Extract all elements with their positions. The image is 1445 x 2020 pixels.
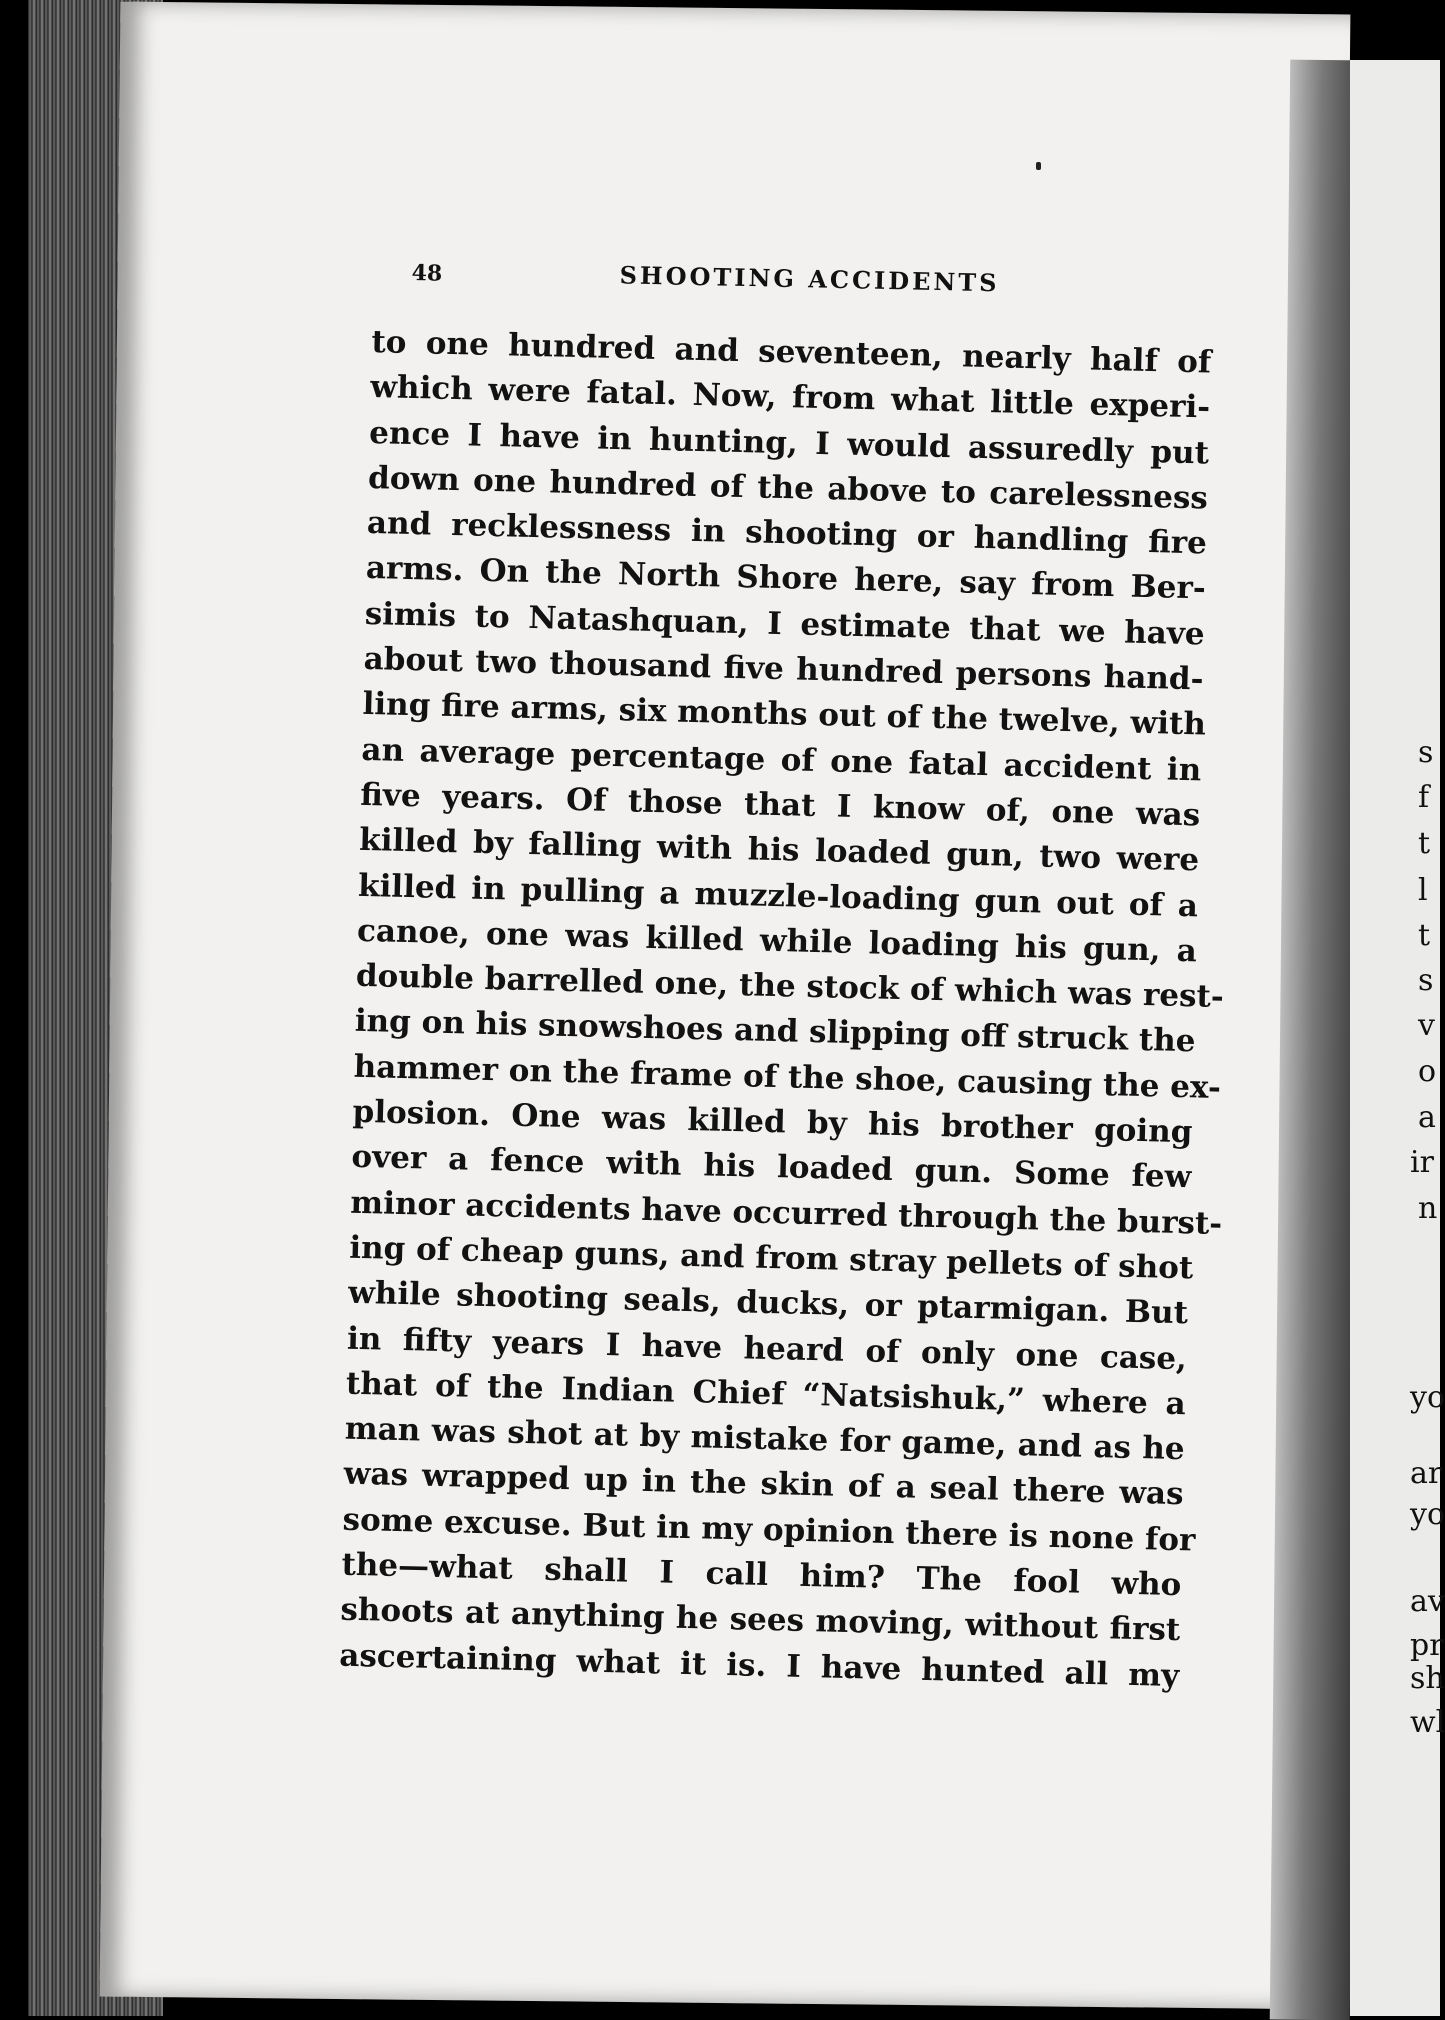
next-page-fragment: ir <box>1410 1145 1434 1180</box>
text-line: minor accidents have occurred through the burst- <box>349 1184 1223 1242</box>
text-line: which were fatal. Now, from what little experi- <box>369 369 1211 426</box>
text-line: down one hundred of the above to carelessness <box>367 459 1209 517</box>
next-page-fragment: o <box>1418 1054 1437 1089</box>
next-page-fragment: wl <box>1410 1705 1445 1740</box>
text-line: some excuse. But in my opinion there is none for <box>342 1501 1196 1559</box>
text-line: about two thousand five hundred persons hand- <box>363 640 1204 698</box>
text-line: ing on his snowshoes and slipping off struck the <box>354 1003 1196 1060</box>
text-line: double barrelled one, the stock of which was rest- <box>355 957 1225 1016</box>
next-page-fragment: pr <box>1410 1628 1444 1663</box>
next-page-fragment: ar <box>1410 1456 1443 1491</box>
text-line: canoe, one was killed while loading his gun, a <box>356 912 1198 970</box>
text-line: plosion. One was killed by his brother going <box>352 1093 1193 1151</box>
text-line: man was shot at by mistake for game, and as he <box>344 1410 1186 1468</box>
text-line: five years. Of those that I know of, one was <box>359 776 1201 834</box>
next-page-fragment: yo <box>1410 1497 1445 1532</box>
text-line: shoots at anything he sees moving, without first <box>340 1591 1181 1649</box>
body-text <box>338 320 1225 1699</box>
next-page-fragment: av <box>1410 1584 1445 1619</box>
ink-speck <box>1036 162 1041 170</box>
text-line: that of the Indian Chief “Natsishuk,” where a <box>345 1365 1187 1423</box>
next-page-fragment: l <box>1418 873 1428 908</box>
running-head: SHOOTING ACCIDENTS <box>619 260 1000 298</box>
next-page-fragment: t <box>1418 826 1431 861</box>
next-page-fragment: s <box>1418 735 1434 770</box>
text-line: in fifty years I have heard of only one case, <box>346 1320 1188 1377</box>
next-page-fragment: f <box>1418 780 1430 815</box>
text-line: killed by falling with his loaded gun, two were <box>358 822 1200 879</box>
text-line: killed in pulling a muzzle-loading gun out of a <box>357 867 1199 924</box>
next-page-fragment: s <box>1418 963 1434 998</box>
text-line: ence I have in hunting, I would assuredly put <box>368 414 1210 472</box>
text-line: and recklessness in shooting or handling fire <box>366 505 1208 562</box>
text-line: ing of cheap guns, and from stray pellets of shot <box>348 1229 1194 1287</box>
text-line: ling fire arms, six months out of the twelve, with <box>362 686 1207 743</box>
text-line: over a fence with his loaded gun. Some few <box>351 1139 1192 1196</box>
page-number: 48 <box>411 259 443 287</box>
next-page-fragment: sh <box>1410 1661 1445 1696</box>
text-line: ascertaining what it is. I have hunted all my <box>338 1637 1180 1694</box>
text-line: hammer on the frame of the shoe, causing the ex- <box>353 1048 1222 1106</box>
next-page-fragment: a <box>1418 1100 1436 1135</box>
text-line: arms. On the North Shore here, say from Ber- <box>365 550 1207 607</box>
text-line: an average percentage of one fatal accident in <box>361 731 1202 789</box>
text-line: the—what shall I call him? The fool who <box>341 1546 1182 1604</box>
text-line: simis to Natashquan, I estimate that we have <box>364 595 1206 653</box>
next-page-fragment: v <box>1418 1008 1435 1043</box>
next-page-fragment: t <box>1418 918 1431 953</box>
next-page-fragment: yo <box>1410 1380 1445 1415</box>
text-line: was wrapped up in the skin of a seal there was <box>343 1456 1184 1513</box>
text-line: to one hundred and seventeen, nearly half of <box>371 323 1212 381</box>
next-page-fragment: n <box>1418 1191 1438 1226</box>
text-line: while shooting seals, ducks, or ptarmigan. But <box>347 1274 1189 1332</box>
